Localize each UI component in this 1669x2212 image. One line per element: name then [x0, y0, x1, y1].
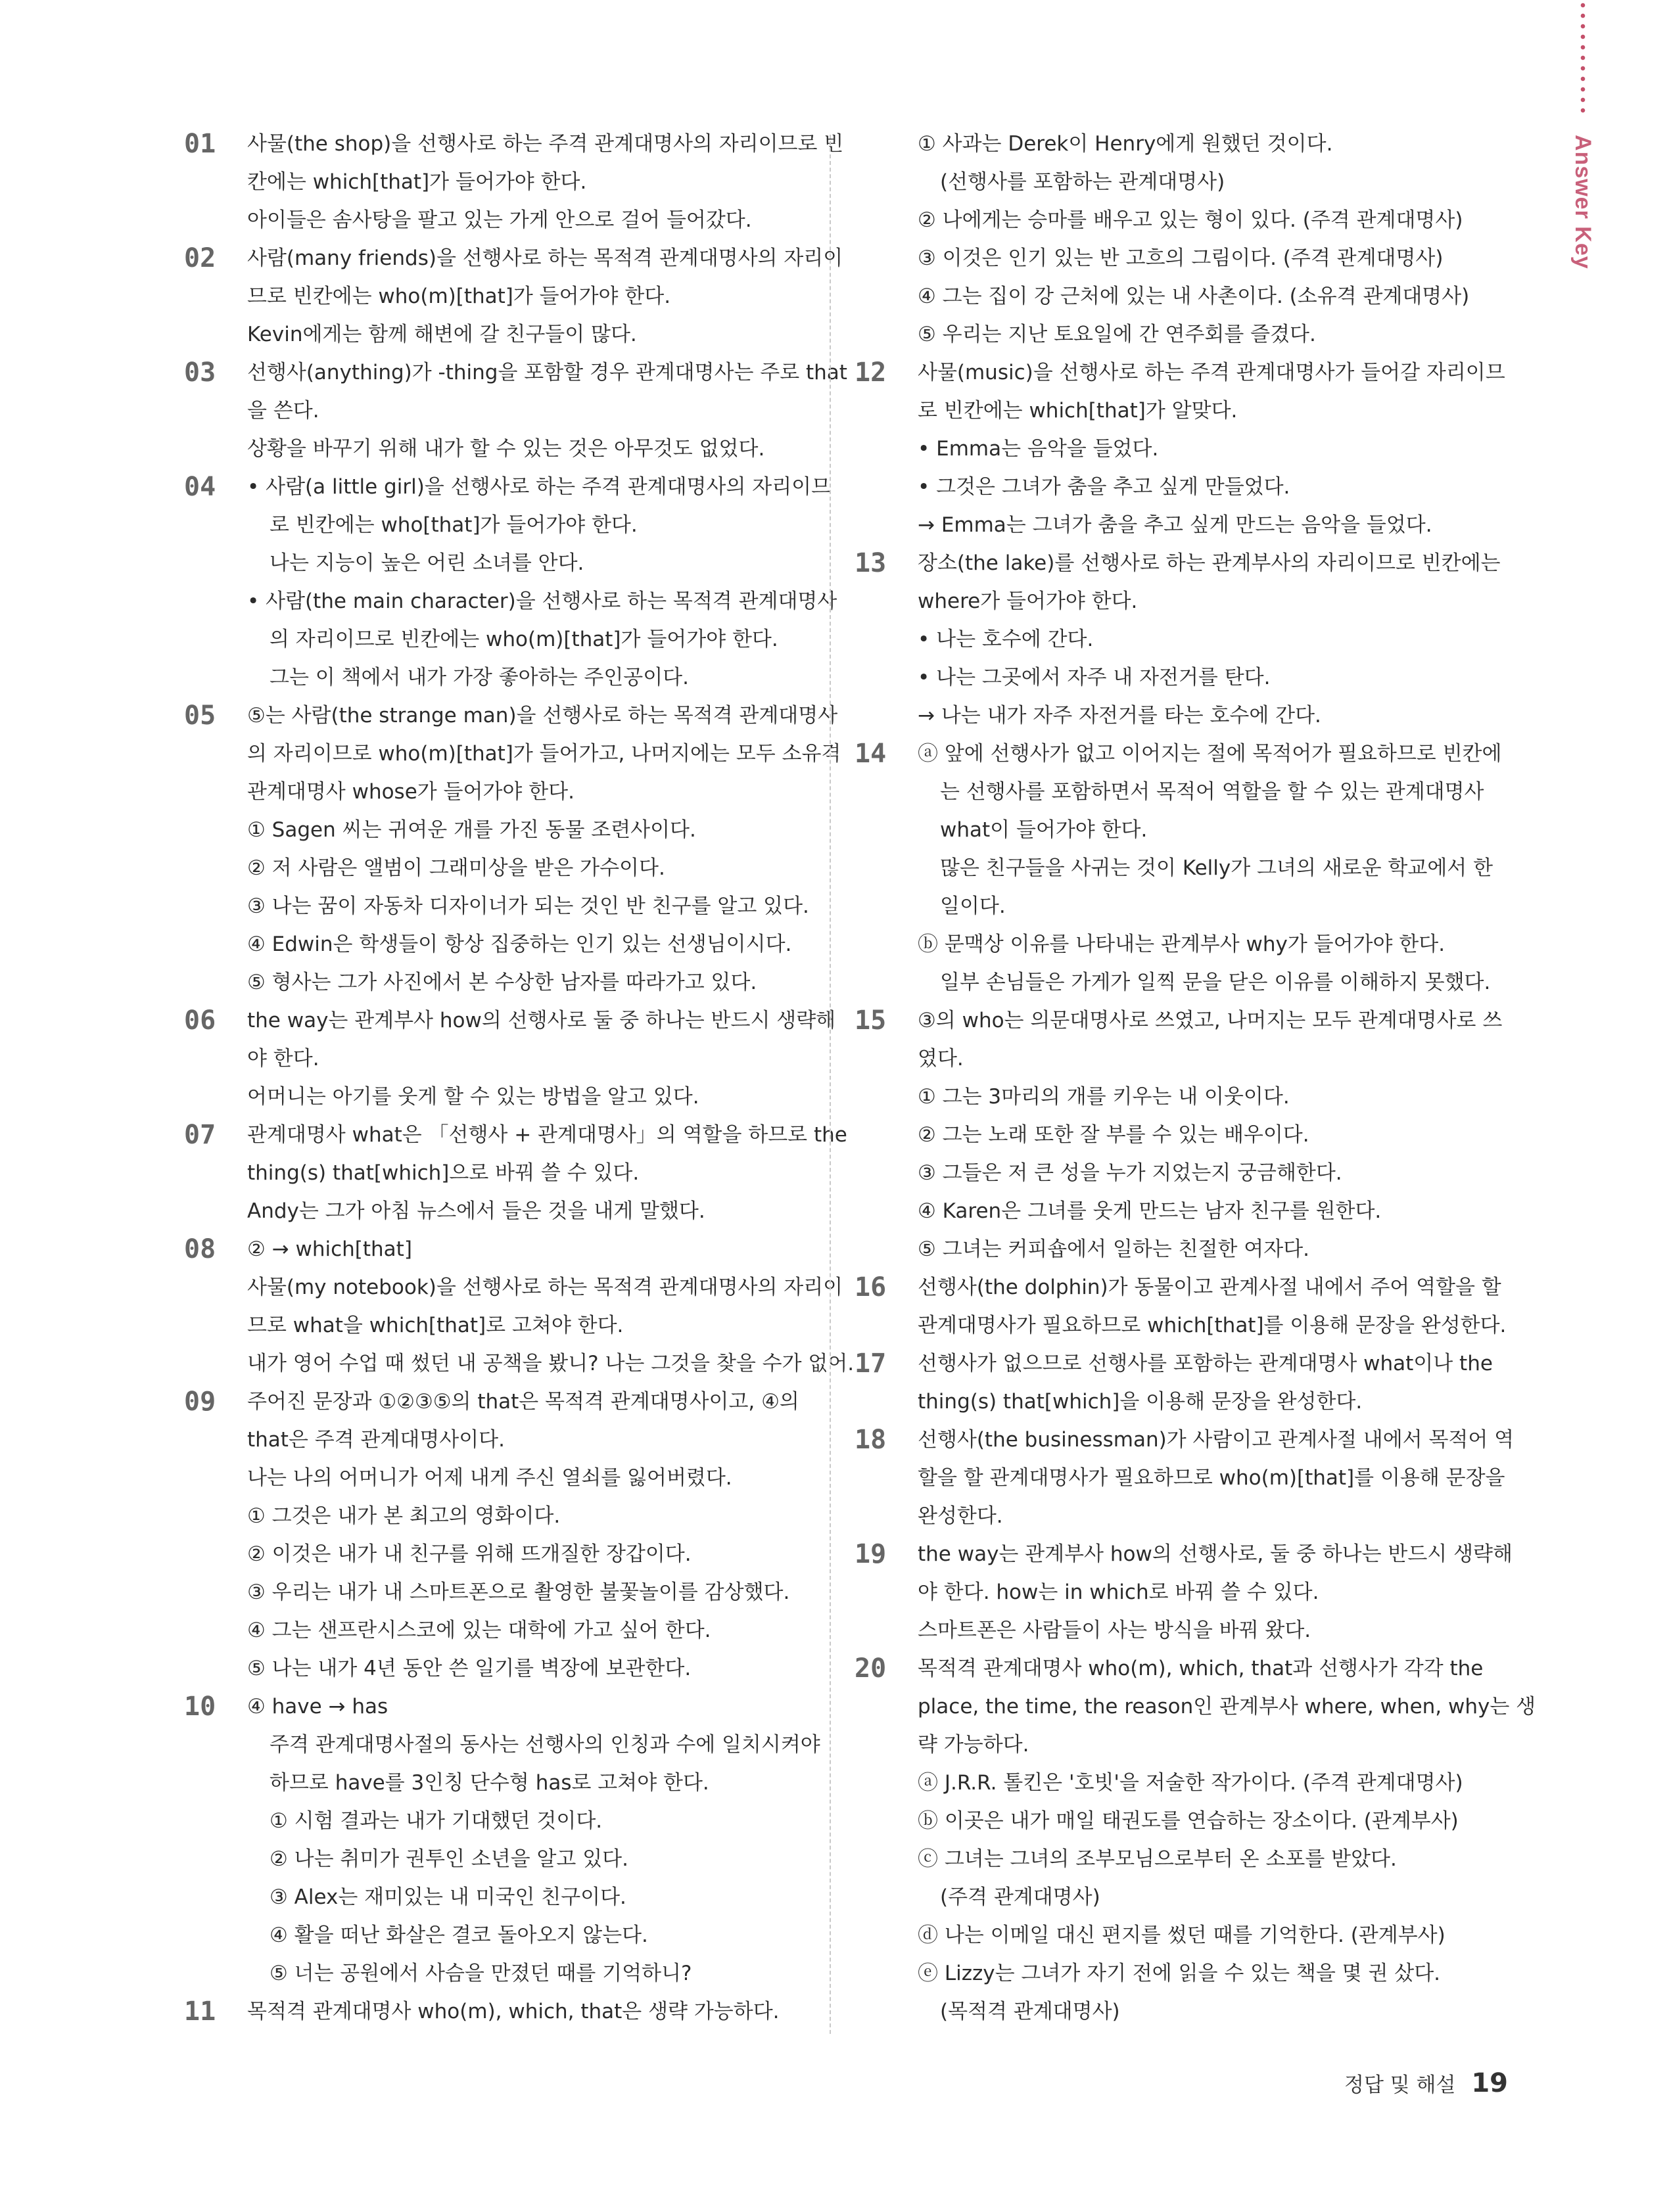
explanation-line: ⑤는 사람(the strange man)을 선행사로 하는 목적격 관계대명사	[247, 704, 838, 727]
explanation-line: ⑤ 나는 내가 4년 동안 쓴 일기를 벽장에 보관한다.	[247, 1657, 692, 1680]
explanation-line: 나는 지능이 높은 어린 소녀를 안다.	[270, 551, 584, 575]
explanation-line: (주격 관계대명사)	[940, 1885, 1100, 1909]
answer-number: 01	[184, 129, 216, 159]
answer-number: 15	[855, 1005, 887, 1036]
explanation-line: ③의 who는 의문대명사로 쓰였고, 나머지는 모두 관계대명사로 쓰	[918, 1009, 1503, 1032]
explanation-line: place, the time, the reason인 관계부사 where, when, why는 생	[918, 1695, 1536, 1718]
answer-item	[855, 1421, 1515, 1535]
explanation-line: Andy는 그가 아침 뉴스에서 들은 것을 내게 말했다.	[247, 1199, 705, 1223]
explanation-line: • 그것은 그녀가 춤을 추고 싶게 만들었다.	[918, 475, 1290, 499]
explanation-line: what이 들어가야 한다.	[940, 818, 1148, 842]
explanation-line: 는 선행사를 포함하면서 목적어 역할을 할 수 있는 관계대명사	[940, 780, 1484, 804]
explanation-line: ③ 이것은 인기 있는 반 고흐의 그림이다. (주격 관계대명사)	[918, 246, 1444, 270]
page-number: 19	[1471, 2068, 1508, 2098]
explanation-line: 관계대명사 whose가 들어가야 한다.	[247, 780, 575, 804]
explanation-line: ⓐ 앞에 선행사가 없고 이어지는 절에 목적어가 필요하므로 빈칸에	[918, 742, 1502, 766]
explanation-line: 였다.	[918, 1047, 964, 1071]
explanation-line: ② 이것은 내가 내 친구를 위해 뜨개질한 장갑이다.	[247, 1542, 692, 1566]
explanation-line: ② 그는 노래 또한 잘 부를 수 있는 배우이다.	[918, 1123, 1309, 1147]
explanation-line: ④ have → has	[247, 1695, 388, 1718]
explanation-line: ⓔ Lizzy는 그녀가 자기 전에 읽을 수 있는 책을 몇 권 샀다.	[918, 1962, 1440, 1985]
explanation-line: ④ Edwin은 학생들이 항상 집중하는 인기 있는 선생님이시다.	[247, 933, 792, 956]
explanation-line: 일이다.	[940, 894, 1006, 918]
explanation-line: ③ Alex는 재미있는 내 미국인 친구이다.	[270, 1885, 626, 1909]
answer-item	[184, 239, 843, 354]
explanation-line: ① Sagen 씨는 귀여운 개를 가진 동물 조련사이다.	[247, 818, 696, 842]
explanation-line: ② 저 사람은 앨범이 그래미상을 받은 가수이다.	[247, 856, 665, 880]
answer-number: 18	[855, 1425, 887, 1455]
explanation-line: 완성한다.	[918, 1504, 1003, 1528]
explanation-line: ⑤ 우리는 지난 토요일에 간 연주회를 즐겼다.	[918, 323, 1316, 346]
explanation-line: 므로 빈칸에는 who(m)[that]가 들어가야 한다.	[247, 285, 671, 308]
explanation-line: ① 시험 결과는 내가 기대했던 것이다.	[270, 1809, 603, 1833]
explanation-line: 할을 할 관계대명사가 필요하므로 who(m)[that]를 이용해 문장을	[918, 1466, 1505, 1490]
explanation-line: ③ 나는 꿈이 자동차 디자이너가 되는 것인 반 친구를 알고 있다.	[247, 894, 809, 918]
right-column	[855, 125, 1536, 2031]
explanation-line: 주격 관계대명사절의 동사는 선행사의 인칭과 수에 일치시켜야	[270, 1733, 820, 1757]
answer-item	[855, 1002, 1503, 1268]
column-divider	[830, 135, 831, 2034]
explanation-line: 어머니는 아기를 웃게 할 수 있는 방법을 알고 있다.	[247, 1085, 699, 1109]
answer-number: 08	[184, 1234, 216, 1264]
answer-item	[855, 125, 1472, 354]
answer-number: 05	[184, 701, 216, 731]
explanation-line: 사물(my notebook)을 선행사로 하는 목적격 관계대명사의 자리이	[247, 1276, 843, 1299]
explanation-line: ④ 그는 샌프란시스코에 있는 대학에 가고 싶어 한다.	[247, 1619, 711, 1642]
explanation-line: 일부 손님들은 가게가 일찍 문을 닫은 이유를 이해하지 못했다.	[940, 971, 1491, 994]
answer-number: 02	[184, 243, 216, 273]
answer-item	[855, 735, 1502, 1002]
explanation-line: 사람(many friends)을 선행사로 하는 목적격 관계대명사의 자리이	[247, 246, 843, 270]
explanation-line: 목적격 관계대명사 who(m), which, that은 생략 가능하다.	[247, 2000, 780, 2023]
answer-key-label: Answer Key	[1570, 135, 1595, 269]
explanation-line: thing(s) that[which]으로 바꿔 쓸 수 있다.	[247, 1161, 640, 1185]
explanation-line: 사물(the shop)을 선행사로 하는 주격 관계대명사의 자리이므로 빈	[247, 132, 844, 156]
answer-number: 17	[855, 1348, 887, 1379]
answer-number: 06	[184, 1005, 216, 1036]
answer-number: 04	[184, 472, 216, 502]
explanation-line: 략 가능하다.	[918, 1733, 1029, 1757]
explanation-line: → 나는 내가 자주 자전거를 타는 호수에 간다.	[918, 704, 1321, 727]
answer-number: 13	[855, 548, 887, 578]
explanation-line: ⑤ 너는 공원에서 사슴을 만졌던 때를 기억하니?	[270, 1962, 692, 1985]
explanation-line: Kevin에게는 함께 해변에 갈 친구들이 많다.	[247, 323, 637, 346]
explanation-line: ① 그것은 내가 본 최고의 영화이다.	[247, 1504, 561, 1528]
answer-number: 09	[184, 1387, 216, 1417]
explanation-line: 의 자리이므로 빈칸에는 who(m)[that]가 들어가야 한다.	[270, 628, 778, 651]
explanation-line: ② → which[that]	[247, 1237, 412, 1261]
answer-number: 10	[184, 1692, 216, 1722]
answer-item	[855, 1345, 1493, 1421]
explanation-line: • 사람(a little girl)을 선행사로 하는 주격 관계대명사의 자리이므	[247, 475, 832, 499]
answer-number: 11	[184, 1996, 216, 2027]
explanation-line: 목적격 관계대명사 who(m), which, that과 선행사가 각각 the	[918, 1657, 1484, 1680]
answer-number: 16	[855, 1272, 887, 1302]
answer-number: 14	[855, 739, 887, 769]
explanation-line: • 사람(the main character)을 선행사로 하는 목적격 관계대명사	[247, 589, 837, 613]
answer-item	[855, 544, 1501, 735]
explanation-line: 야 한다.	[247, 1047, 319, 1071]
explanation-line: ④ 활을 떠난 화살은 결코 돌아오지 않는다.	[270, 1924, 648, 1947]
explanation-line: (목적격 관계대명사)	[940, 2000, 1120, 2023]
answer-item	[855, 1535, 1513, 1649]
explanation-line: • 나는 그곳에서 자주 내 자전거를 탄다.	[918, 666, 1271, 689]
explanation-line: ① 그는 3마리의 개를 키우는 내 이웃이다.	[918, 1085, 1290, 1109]
answer-item	[184, 1383, 802, 1688]
explanation-line: ⓑ 문맥상 이유를 나타내는 관계부사 why가 들어가야 한다.	[918, 933, 1446, 956]
explanation-line: 상황을 바꾸기 위해 내가 할 수 있는 것은 아무것도 없었다.	[247, 437, 765, 461]
explanation-line: 내가 영어 수업 때 썼던 내 공책을 봤니? 나는 그것을 찾을 수가 없어.	[247, 1352, 855, 1375]
answer-item	[184, 125, 844, 239]
answer-item	[184, 1002, 836, 1116]
explanation-line: 로 빈칸에는 who[that]가 들어가야 한다.	[270, 513, 638, 537]
explanation-line: ⓐ J.R.R. 톨킨은 '호빗'을 저술한 작가이다. (주격 관계대명사)	[918, 1771, 1463, 1795]
explanation-line: ⓑ 이곳은 내가 매일 태권도를 연습하는 장소이다. (관계부사)	[918, 1809, 1459, 1833]
answer-number: 19	[855, 1539, 887, 1569]
answer-item	[855, 354, 1505, 544]
explanation-line: 많은 친구들을 사귀는 것이 Kelly가 그녀의 새로운 학교에서 한	[940, 856, 1493, 880]
explanation-line: ⓒ 그녀는 그녀의 조부모님으로부터 온 소포를 받았다.	[918, 1847, 1397, 1871]
explanation-line: 관계대명사가 필요하므로 which[that]를 이용해 문장을 완성한다.	[918, 1314, 1507, 1337]
explanation-line: 스마트폰은 사람들이 사는 방식을 바꿔 왔다.	[918, 1619, 1311, 1642]
answer-item	[184, 354, 847, 468]
explanation-line: 관계대명사 what은 「선행사 + 관계대명사」의 역할을 하므로 the	[247, 1123, 847, 1147]
explanation-line: ⑤ 형사는 그가 사진에서 본 수상한 남자를 따라가고 있다.	[247, 971, 757, 994]
explanation-line: (선행사를 포함하는 관계대명사)	[940, 170, 1225, 194]
explanation-line: 의 자리이므로 who(m)[that]가 들어가고, 나머지에는 모두 소유격	[247, 742, 841, 766]
answer-number: 07	[184, 1120, 216, 1150]
explanation-line: 로 빈칸에는 which[that]가 알맞다.	[918, 399, 1238, 423]
explanation-line: that은 주격 관계대명사이다.	[247, 1428, 505, 1452]
explanation-line: 야 한다. how는 in which로 바꿔 쓸 수 있다.	[918, 1580, 1319, 1604]
explanation-line: 주어진 문장과 ①②③⑤의 that은 목적격 관계대명사이고, ④의	[247, 1390, 799, 1414]
explanation-line: 나는 나의 어머니가 어제 내게 주신 열쇠를 잃어버렸다.	[247, 1466, 732, 1490]
answer-item	[184, 697, 841, 1002]
explanation-line: ③ 우리는 내가 내 스마트폰으로 촬영한 불꽃놀이를 감상했다.	[247, 1580, 790, 1604]
answer-item	[184, 1116, 847, 1230]
explanation-line: 장소(the lake)를 선행사로 하는 관계부사의 자리이므로 빈칸에는	[918, 551, 1501, 575]
explanation-line: → Emma는 그녀가 춤을 추고 싶게 만드는 음악을 들었다.	[918, 513, 1432, 537]
explanation-line: 사물(music)을 선행사로 하는 주격 관계대명사가 들어갈 자리이므	[918, 361, 1505, 384]
page-footer	[1344, 2067, 1508, 2102]
explanation-line: • Emma는 음악을 들었다.	[918, 437, 1159, 461]
explanation-line: 그는 이 책에서 내가 가장 좋아하는 주인공이다.	[270, 666, 689, 689]
explanation-line: ⓓ 나는 이메일 대신 편지를 썼던 때를 기억한다. (관계부사)	[918, 1924, 1446, 1947]
explanation-line: 칸에는 which[that]가 들어가야 한다.	[247, 170, 587, 194]
answer-number: 20	[855, 1653, 887, 1684]
explanation-line: ② 나에게는 승마를 배우고 있는 형이 있다. (주격 관계대명사)	[918, 208, 1463, 232]
explanation-line: 선행사(the dolphin)가 동물이고 관계사절 내에서 주어 역할을 할	[918, 1276, 1501, 1299]
answer-item	[184, 1230, 855, 1383]
answer-item	[184, 1688, 820, 1993]
explanation-line: 선행사가 없으므로 선행사를 포함하는 관계대명사 what이나 the	[918, 1352, 1493, 1375]
answer-number: 03	[184, 357, 216, 388]
answer-item	[855, 1649, 1536, 2031]
explanation-line: ③ 그들은 저 큰 성을 누가 지었는지 궁금해한다.	[918, 1161, 1342, 1185]
explanation-line: 선행사(the businessman)가 사람이고 관계사절 내에서 목적어 역	[918, 1428, 1515, 1452]
explanation-line: the way는 관계부사 how의 선행사로, 둘 중 하나는 반드시 생략해	[918, 1542, 1513, 1566]
answer-item	[184, 1993, 802, 2031]
explanation-line: 하므로 have를 3인칭 단수형 has로 고쳐야 한다.	[270, 1771, 709, 1795]
footer-label: 정답 및 해설	[1344, 2073, 1456, 2097]
left-column	[184, 125, 855, 2031]
explanation-line: thing(s) that[which]을 이용해 문장을 완성한다.	[918, 1390, 1363, 1414]
explanation-line: the way는 관계부사 how의 선행사로 둘 중 하나는 반드시 생략해	[247, 1009, 836, 1032]
explanation-line: ① 사과는 Derek이 Henry에게 원했던 것이다.	[918, 132, 1333, 156]
decorative-dots	[1580, 0, 1586, 115]
explanation-line: ⑤ 그녀는 커피숍에서 일하는 친절한 여자다.	[918, 1237, 1309, 1261]
explanation-line: where가 들어가야 한다.	[918, 589, 1138, 613]
explanation-line: ② 나는 취미가 권투인 소년을 알고 있다.	[270, 1847, 628, 1871]
explanation-line: 아이들은 솜사탕을 팔고 있는 가게 안으로 걸어 들어갔다.	[247, 208, 752, 232]
explanation-line: ④ Karen은 그녀를 웃게 만드는 남자 친구를 원한다.	[918, 1199, 1382, 1223]
answer-item	[184, 468, 837, 697]
explanation-line: ④ 그는 집이 강 근처에 있는 내 사촌이다. (소유격 관계대명사)	[918, 285, 1470, 308]
explanation-line: 므로 what을 which[that]로 고쳐야 한다.	[247, 1314, 624, 1337]
explanation-line: • 나는 호수에 간다.	[918, 628, 1094, 651]
answer-item	[855, 1268, 1507, 1345]
explanation-line: 선행사(anything)가 -thing을 포함할 경우 관계대명사는 주로 that	[247, 361, 847, 384]
answer-number: 12	[855, 357, 887, 388]
explanation-line: 을 쓴다.	[247, 399, 319, 423]
